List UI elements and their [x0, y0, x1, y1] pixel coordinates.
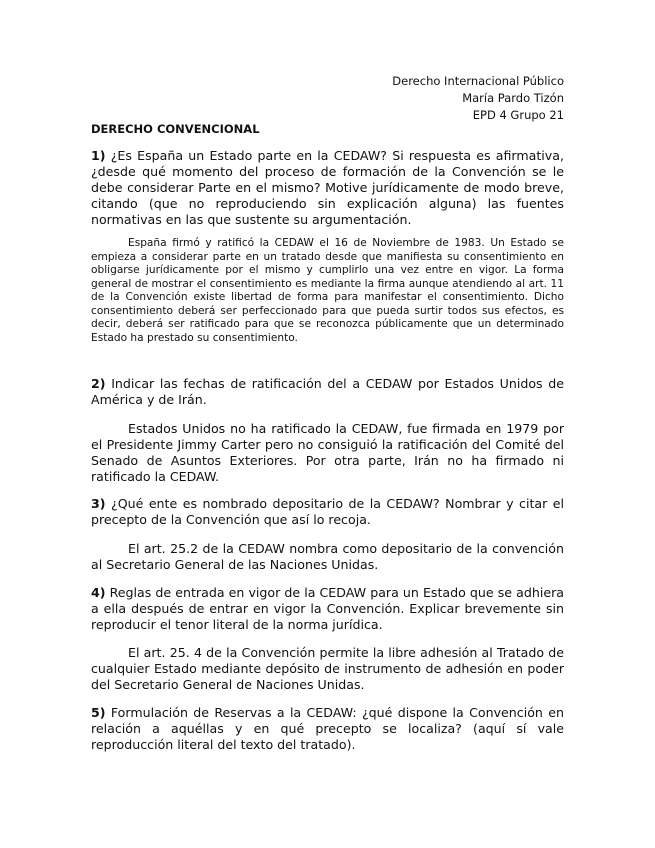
question-text: Formulación de Reservas a la CEDAW: ¿qué dispone la Convención en relación a aquéllas y en qué precepto se localiza? (aquí sí vale reproducción literal del texto del tratado). — [91, 705, 564, 752]
document-header — [392, 73, 564, 124]
question-text: Indicar las fechas de ratificación del a CEDAW por Estados Unidos de América y de Irán. — [91, 376, 564, 407]
author-name: María Pardo Tizón — [462, 91, 564, 105]
course-name: Derecho Internacional Público — [392, 74, 564, 88]
question-number: 4) — [91, 585, 106, 600]
question-text: Reglas de entrada en vigor de la CEDAW para un Estado que se adhiera a ella después de entrar en vigor la Convención. Explicar brevemente sin reproducir el tenor literal de la norma jurídica. — [91, 585, 564, 632]
answer-1: España firmó y ratificó la CEDAW el 16 de Noviembre de 1983. Un Estado se empieza a considerar parte en un tratado desde que manifiesta su consentimiento en obligarse jurídicamente por el mismo y cumplirlo una vez entre en vigor. La forma general de mostrar el consentimiento es mediante la firma aunque atendiendo al art. 11 de la Convención existe libertad de forma para manifestar el consentimiento. Dicho consentimiento deberá ser perfeccionado para que pueda surtir todos sus efectos, es decir, deberá ser ratificado para que se reconozca públicamente que un determinado Estado ha prestado su consentimiento. — [91, 237, 564, 344]
question-number: 1) — [91, 148, 106, 163]
question-3 — [91, 496, 564, 528]
question-number: 3) — [91, 496, 106, 511]
answer-2: Estados Unidos no ha ratificado la CEDAW, fue firmada en 1979 por el Presidente Jimmy Carter pero no consiguió la ratificación del Comité del Senado de Asuntos Exteriores. Por otra parte, Irán no ha firmado ni ratificado la CEDAW. — [91, 421, 564, 484]
question-number: 5) — [91, 705, 106, 720]
question-text: ¿Es España un Estado parte en la CEDAW? Si respuesta es afirmativa, ¿desde qué momento del proceso de formación de la Convención se le debe considerar Parte en el mismo? Motive jurídicamente de modo breve, citando (que no reproduciendo sin explicación alguna) las fuentes normativas en las que sustente su argumentación. — [91, 148, 564, 227]
answer-4: El art. 25. 4 de la Convención permite la libre adhesión al Tratado de cualquier Estado mediante depósito de instrumento de adhesión en poder del Secretario General de Naciones Unidas. — [91, 645, 564, 692]
question-number: 2) — [91, 376, 106, 391]
question-2 — [91, 376, 564, 408]
question-1 — [91, 148, 564, 228]
question-text: ¿Qué ente es nombrado depositario de la CEDAW? Nombrar y citar el precepto de la Convención que así lo recoja. — [91, 496, 564, 527]
group-label: EPD 4 Grupo 21 — [472, 108, 564, 122]
question-5 — [91, 705, 564, 753]
answer-3: El art. 25.2 de la CEDAW nombra como depositario de la convención al Secretario General de las Naciones Unidas. — [91, 541, 564, 572]
document-title: DERECHO CONVENCIONAL — [91, 122, 260, 136]
question-4 — [91, 585, 564, 633]
